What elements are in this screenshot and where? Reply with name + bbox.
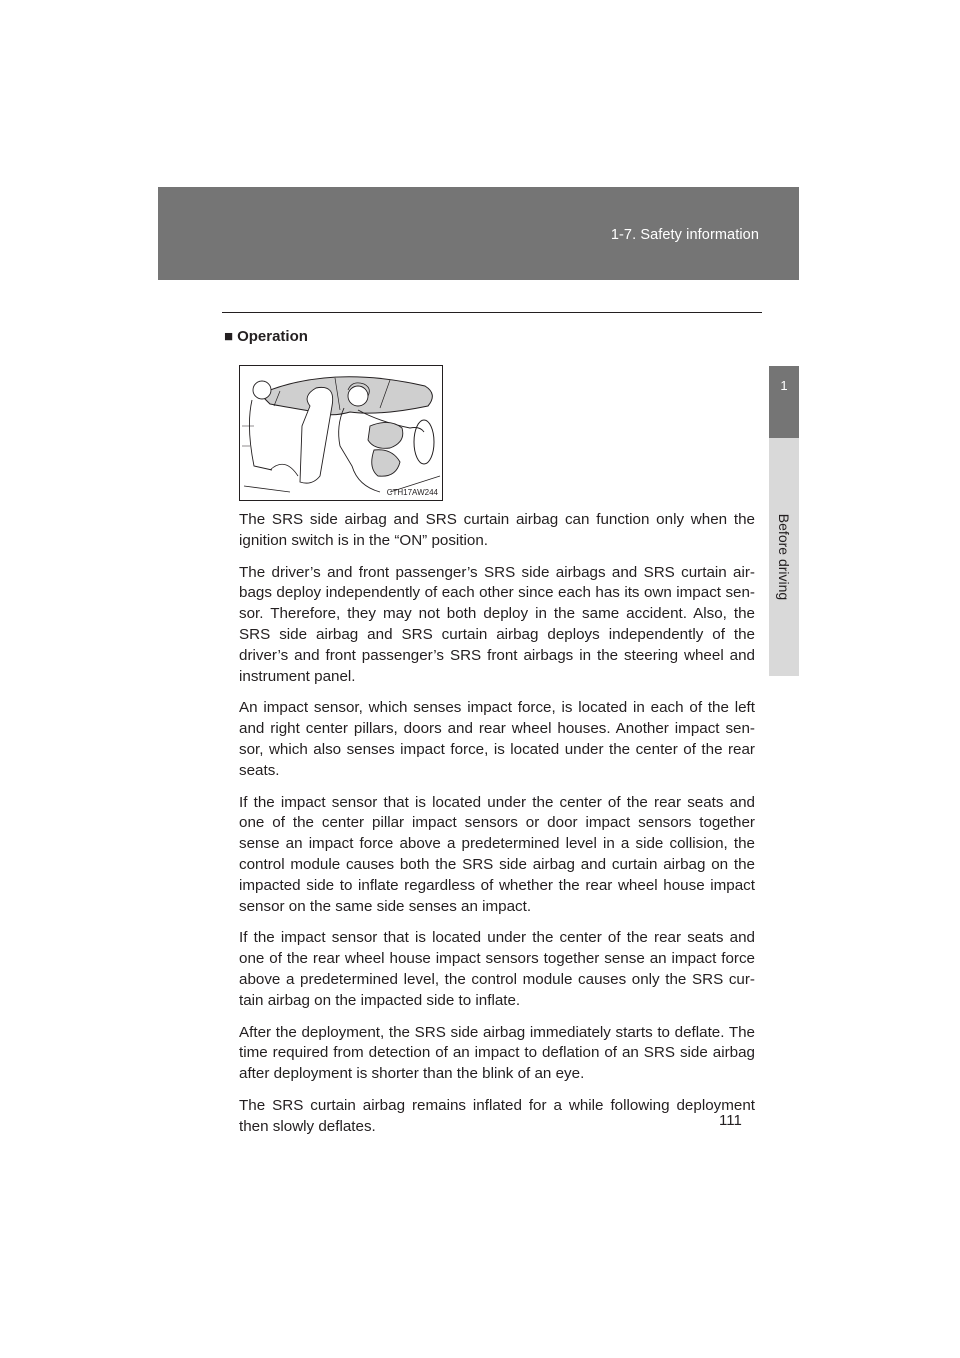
header-rule <box>222 312 762 313</box>
paragraph: The SRS side airbag and SRS curtain airbag can function only when the ignition switch is in the “ON” position. <box>239 511 755 549</box>
paragraph: If the impact sensor that is located under the center of the rear seats and one of the center pillar impact sensors or door impact sensors together sense an impact force above a predetermined level in a side collision, the control module causes both the SRS side airbag and curtain airbag on the impacted side to inflate regardless of whether the rear wheel house impact sensor on the same side senses an impact. <box>239 793 755 915</box>
paragraph: If the impact sensor that is located under the center of the rear seats and one of the rear wheel house impact sensors together sense an impact force above a predetermined level, the control module causes only the SRS cur-tain airbag on the impacted side to inflate. <box>239 929 755 1009</box>
airbag-illustration-drawing <box>240 366 442 500</box>
section-heading <box>224 328 308 345</box>
section-title: Operation <box>237 328 308 345</box>
airbag-illustration <box>239 365 443 501</box>
page-number: 111 <box>719 1112 742 1129</box>
paragraph: After the deployment, the SRS side airbag immediately starts to deflate. The time required from detection of an impact to deflation of an SRS side airbag after deployment is shorter than the blink of an eye. <box>239 1023 755 1083</box>
paragraph: The SRS curtain airbag remains inflated for a while following deployment then slowly deflates. <box>239 1096 755 1135</box>
section-header-title: 1-7. Safety information <box>610 227 759 243</box>
header-band <box>158 187 799 280</box>
paragraph: The driver’s and front passenger’s SRS side airbags and SRS curtain air-bags deploy independently of each other since each has its own impact sen-sor. Therefore, they may not both deploy in the same accident. Also, the SRS side airbag and SRS curtain airbag deploys independently of the driver’s and front passenger’s SRS front airbags in the steering wheel and instrument panel. <box>239 563 755 685</box>
section-marker-icon: ■ <box>224 328 234 345</box>
paragraph: An impact sensor, which senses impact force, is located in each of the left and right center pillars, doors and rear wheel houses. Another impact sen-sor, which also senses impact force, is located under the center of the rear seats. <box>239 699 755 779</box>
chapter-tab-number: 1 <box>769 366 799 438</box>
body-text <box>239 510 755 1149</box>
figure-code: CTH17AW244 <box>386 488 438 497</box>
chapter-tab-label-text: Before driving <box>776 513 792 601</box>
chapter-tab-label <box>769 438 799 676</box>
